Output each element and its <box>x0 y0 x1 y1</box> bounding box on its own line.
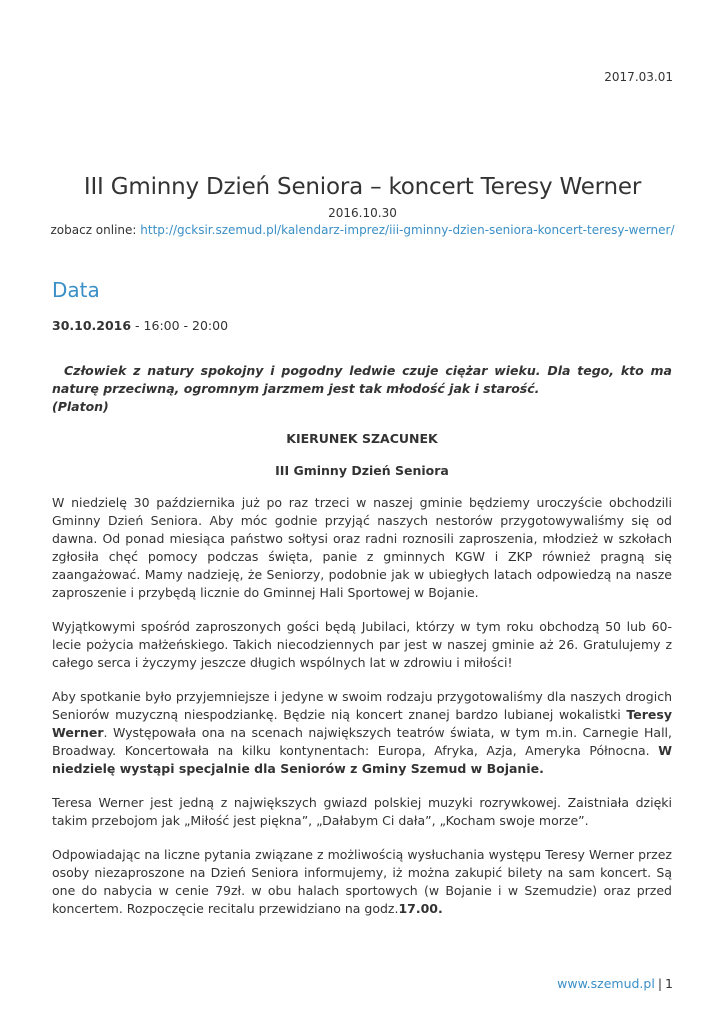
paragraph-3 <box>52 688 672 778</box>
paragraph-3-highlight: W niedzielę wystąpi specjalnie dla Seniorów z Gminy Szemud w Bojanie. <box>52 743 672 776</box>
paragraph-2: Wyjątkowymi spośród zaproszonych gości będą Jubilaci, którzy w tym roku obchodzą 50 lub 60- lecie pożycia małżeńskiego. Takich niecodziennych par jest w naszej gminie aż 26. Gratulujemy z całego serca i życzymy jeszcze długich wspólnych lat w zdrowiu i miłości! <box>52 619 672 670</box>
event-time-range: - 16:00 - 20:00 <box>131 318 229 333</box>
print-date: 2017.03.01 <box>604 70 673 84</box>
page-number: 1 <box>665 976 673 991</box>
online-label: zobacz online: <box>50 223 137 237</box>
paragraph-3-part-c: . Występowała ona na scenach największych teatrów świata, w tym m.in. Carnegie Hall, Broadway. Koncertowała na kilku kontynentach: Europa, Afryka, Azja, Ameryka Północna. <box>52 725 672 758</box>
data-section-heading: Data <box>52 278 100 302</box>
online-url-link[interactable]: http://gcksir.szemud.pl/kalendarz-imprez/iii-gminny-dzien-seniora-koncert-teresy-werner/ <box>140 223 675 237</box>
footer-separator: | <box>657 976 663 991</box>
online-link-line <box>0 223 725 237</box>
footer-site-link[interactable]: www.szemud.pl <box>557 976 655 991</box>
event-date-line <box>52 318 228 333</box>
paragraph-4: Teresa Werner jest jedną z największych gwiazd polskiej muzyki rozrywkowej. Zaistniała dzięki takim przebojom jak „Miłość jest piękna”, „Dałabym Ci dała”, „Kocham swoje morze”. <box>52 795 672 828</box>
article-body <box>52 362 672 918</box>
quote-text: Człowiek z natury spokojny i pogodny ledwie czuje ciężar wieku. Dla tego, kto ma naturę przeciwną, ogromnym jarzmem jest tak młodość jak i starość. <box>52 363 672 396</box>
page-footer <box>557 976 673 991</box>
heading-dzien-seniora: III Gminny Dzień Seniora <box>275 463 449 478</box>
paragraph-5 <box>52 846 672 918</box>
heading-kierunek: KIERUNEK SZACUNEK <box>286 431 438 446</box>
paragraph-5-time: 17.00. <box>398 901 443 916</box>
quote-author: (Platon) <box>52 399 109 414</box>
paragraph-3-part-a: Aby spotkanie było przyjemniejsze i jedyne w swoim rodzaju przygotowaliśmy dla naszych drogich Seniorów muzyczną niespodziankę. Będzie nią koncert znanej bardzo lubianej wokalistki <box>52 689 672 722</box>
quote <box>52 362 672 416</box>
publication-date: 2016.10.30 <box>328 206 397 220</box>
paragraph-1: W niedzielę 30 października już po raz trzeci w naszej gminie będziemy uroczyście obchodzili Gminny Dzień Seniora. Aby móc godnie przyjąć naszych nestorów przygotowywaliśmy się od dawna. Od ponad miesiąca państwo sołtysi oraz radni roznosili zaproszenia, młodzież w szkołach zgłosiła chęć pomocy podczas święta, panie z gminnych KGW i ZKP również pragną się zaangażować. Mamy nadzieję, że Seniorzy, podobnie jak w ubiegłych latach odpowiedzą na nasze zaproszenie i przybędą licznie do Gminnej Hali Sportowej w Bojanie. <box>52 495 672 600</box>
page-title: III Gminny Dzień Seniora – koncert Teresy Werner <box>83 174 642 200</box>
paragraph-3-artist: Teresy Werner <box>52 707 672 740</box>
paragraph-5-part-a: Odpowiadając na liczne pytania związane z możliwością wysłuchania występu Teresy Werner przez osoby niezaproszone na Dzień Seniora informujemy, iż można zakupić bilety na sam koncert. Są one do nabycia w cenie 79zł. w obu halach sportowych (w Bojanie i w Szemudzie) oraz przed koncertem. Rozpoczęcie recitalu przewidziano na godz. <box>52 847 672 916</box>
event-date: 30.10.2016 <box>52 318 132 333</box>
